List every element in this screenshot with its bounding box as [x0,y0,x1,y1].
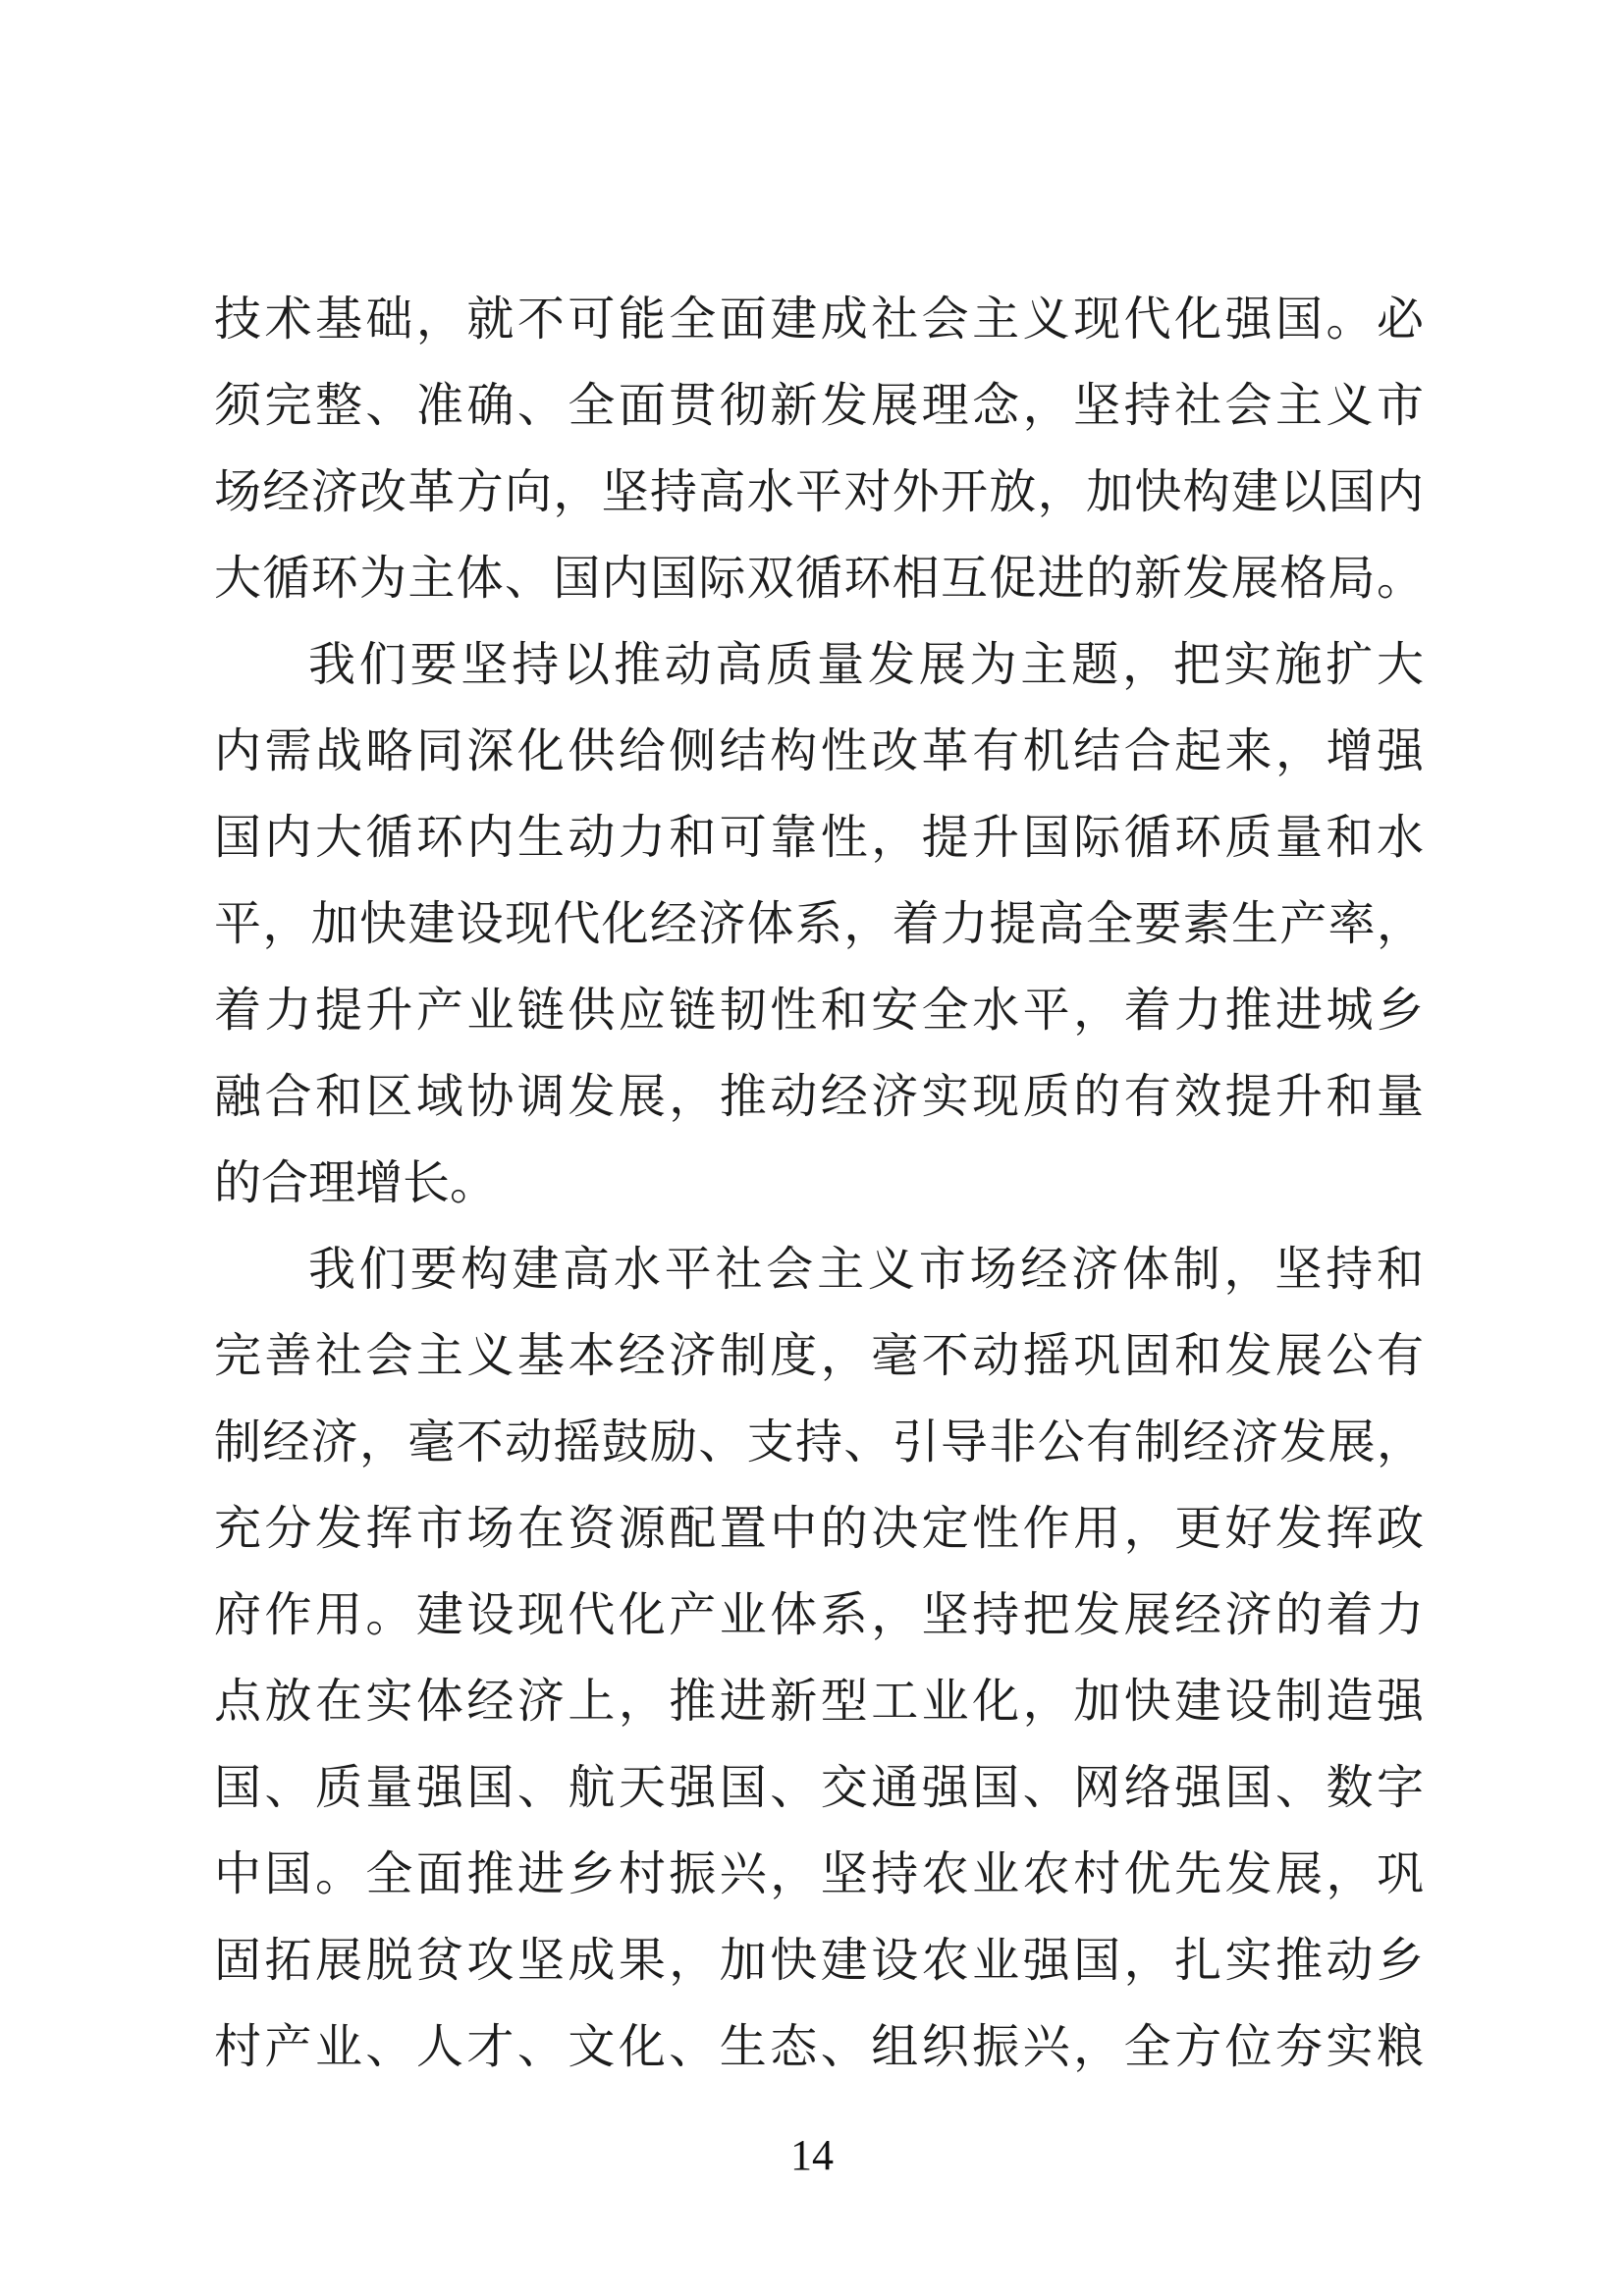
text-line: 着力提升产业链供应链韧性和安全水平，着力推进城乡 [214,985,1424,1037]
text-line: 内需战略同深化供给侧结构性改革有机结合起来，增强 [214,725,1424,777]
text-line: 固拓展脱贫攻坚成果，加快建设农业强国，扎实推动乡 [214,1935,1424,1987]
text-line: 府作用。建设现代化产业体系，坚持把发展经济的着力 [214,1589,1424,1641]
body-text [214,277,1424,2091]
text-line: 场经济改革方向，坚持高水平对外开放，加快构建以国内 [214,466,1424,518]
text-line: 我们要坚持以推动高质量发展为主题，把实施扩大 [308,639,1424,691]
text-line: 大循环为主体、国内国际双循环相互促进的新发展格局。 [214,553,1424,605]
text-line: 充分发挥市场在资源配置中的决定性作用，更好发挥政 [214,1503,1424,1555]
text-line: 完善社会主义基本经济制度，毫不动摇巩固和发展公有 [214,1330,1424,1382]
text-line: 的合理增长。 [214,1157,498,1209]
text-line: 国、质量强国、航天强国、交通强国、网络强国、数字 [214,1762,1424,1814]
text-line: 须完整、准确、全面贯彻新发展理念，坚持社会主义市 [214,380,1424,432]
text-line: 平，加快建设现代化经济体系，着力提高全要素生产率， [214,898,1424,950]
text-line: 中国。全面推进乡村振兴，坚持农业农村优先发展，巩 [214,1848,1424,1900]
text-line: 点放在实体经济上，推进新型工业化，加快建设制造强 [214,1676,1424,1728]
text-line: 国内大循环内生动力和可靠性，提升国际循环质量和水 [214,812,1424,864]
text-line: 融合和区域协调发展，推动经济实现质的有效提升和量 [214,1071,1424,1123]
text-line: 制经济，毫不动摇鼓励、支持、引导非公有制经济发展， [214,1416,1424,1468]
text-line: 村产业、人才、文化、生态、组织振兴，全方位夯实粮 [214,2021,1424,2073]
text-line: 技术基础，就不可能全面建成社会主义现代化强国。必 [214,294,1424,346]
page-number: 14 [790,2131,834,2179]
text-line: 我们要构建高水平社会主义市场经济体制，坚持和 [308,1244,1424,1296]
